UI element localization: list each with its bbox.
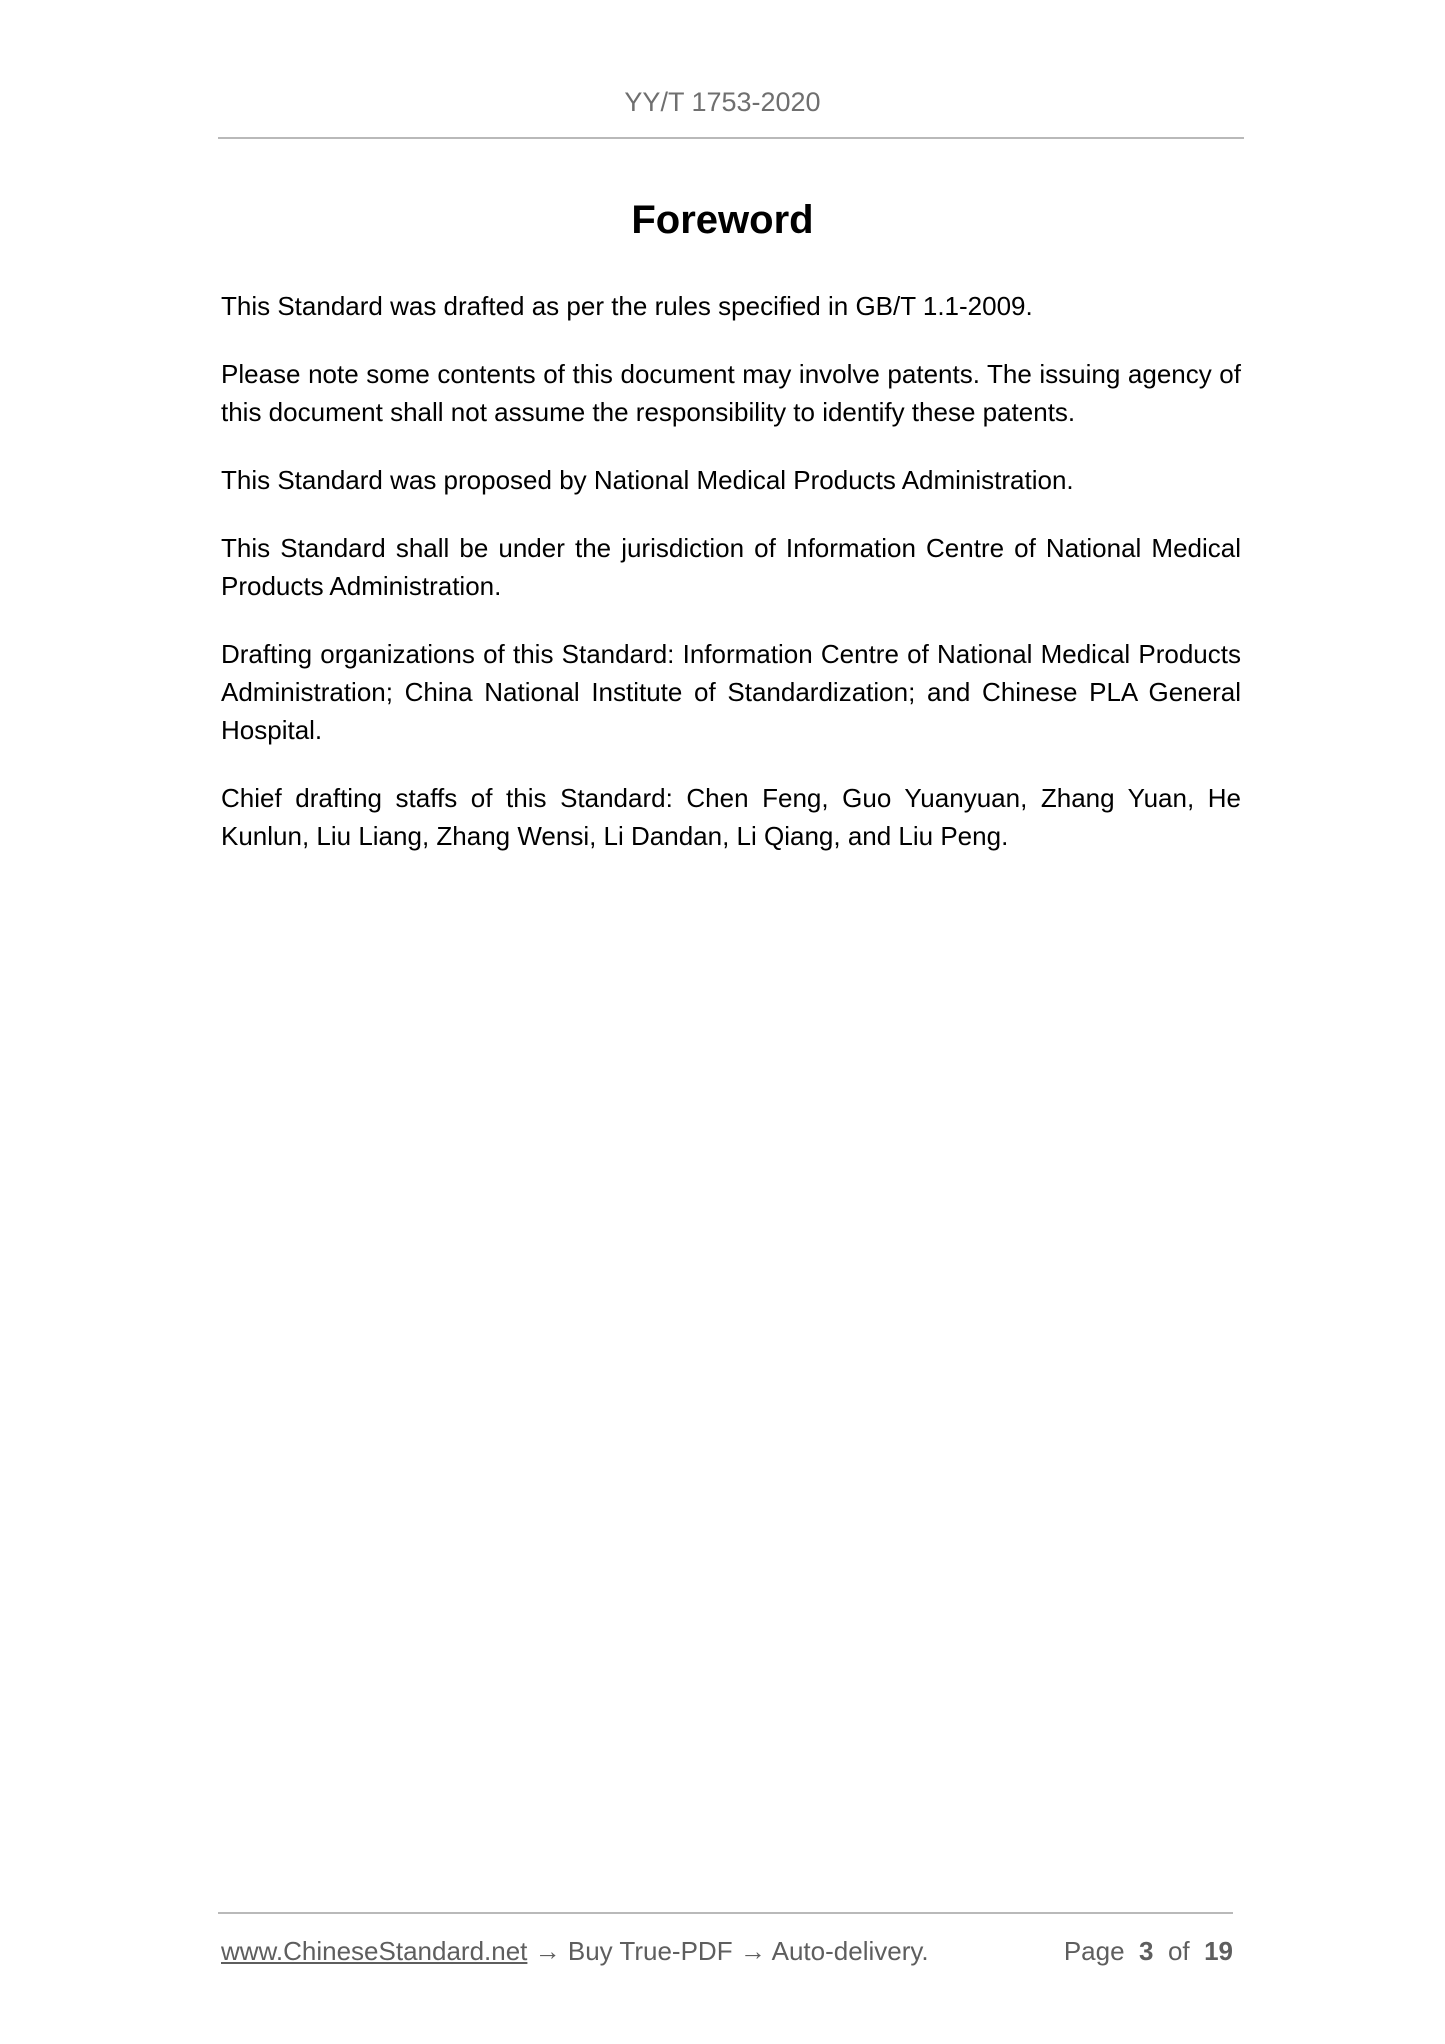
paragraph-jurisdiction: This Standard shall be under the jurisdiction of Information Centre of National Medical Products Administration.	[221, 533, 1241, 601]
buy-pdf-text: Buy True-PDF	[567, 1936, 733, 1966]
foreword-body	[221, 287, 1241, 885]
arrow-right-icon: →	[739, 1936, 766, 1966]
paragraph-proposed-by: This Standard was proposed by National Medical Products Administration.	[221, 465, 1074, 495]
paragraph-patents: Please note some contents of this document may involve patents. The issuing agency of this document shall not assume the responsibility to identify these patents.	[221, 359, 1241, 427]
footer-divider	[218, 1912, 1233, 1914]
page-total: 19	[1204, 1936, 1233, 1966]
page-of-label: of	[1167, 1936, 1190, 1966]
page-current: 3	[1139, 1936, 1154, 1966]
auto-delivery-text: Auto-delivery.	[771, 1936, 929, 1966]
arrow-right-icon: →	[534, 1936, 561, 1966]
footer-promo	[221, 1933, 929, 1969]
paragraph-drafting-rules: This Standard was drafted as per the rules specified in GB/T 1.1-2009.	[221, 291, 1033, 321]
document-code: YY/T 1753-2020	[624, 87, 821, 117]
paragraph-drafting-staffs: Chief drafting staffs of this Standard: Chen Feng, Guo Yuanyuan, Zhang Yuan, He Kunlun, Liu Liang, Zhang Wensi, Li Dandan, Li Qiang, and Liu Peng.	[221, 783, 1241, 851]
website-link[interactable]: www.ChineseStandard.net	[221, 1936, 528, 1966]
page-number	[1064, 1933, 1233, 1969]
page-footer	[221, 1933, 1233, 1969]
page-label: Page	[1063, 1936, 1125, 1966]
header-divider	[218, 137, 1244, 139]
page-title: Foreword	[631, 198, 814, 242]
paragraph-drafting-organizations: Drafting organizations of this Standard: Information Centre of National Medical Products Administration; China National Institute of Standardization; and Chinese PLA General Hospital.	[221, 639, 1241, 745]
